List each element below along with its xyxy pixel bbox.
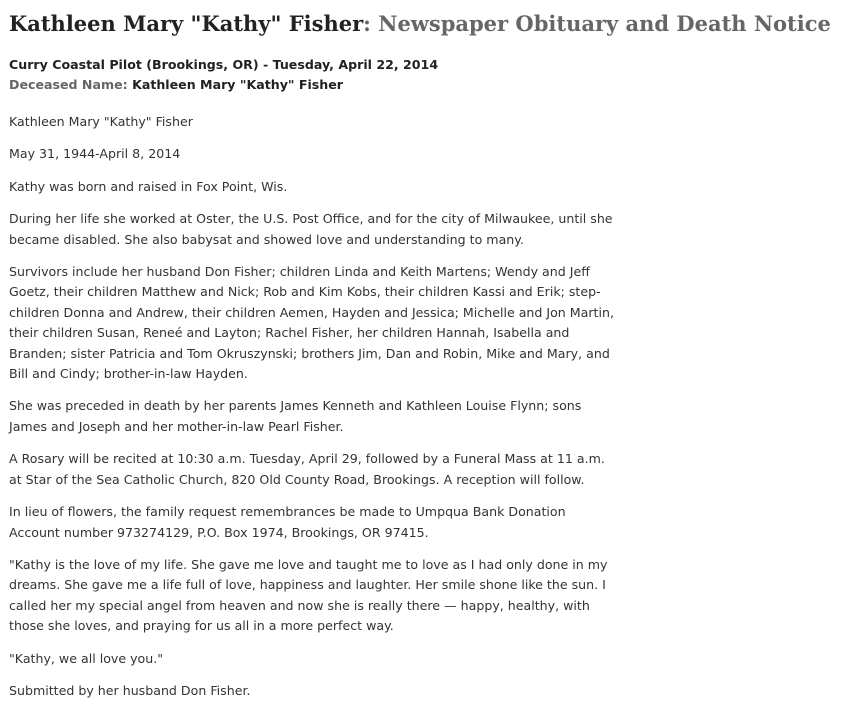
paragraph-quote: "Kathy is the love of my life. She gave me love and taught me to love as I had only done in my dreams. She gave me a life full of love, happiness and laughter. Her smile shone like the sun. I called her my special angel from heaven and now she is really there — happy, healthy, with those she loves, and praying for us all in a more perfect way.	[9, 556, 608, 634]
paragraph-submitted: Submitted by her husband Don Fisher.	[9, 682, 251, 698]
title-subtitle: Newspaper Obituary and Death Notice	[378, 11, 831, 36]
publication-source: Curry Coastal Pilot (Brookings, OR) - Tuesday, April 22, 2014	[9, 57, 439, 72]
deceased-name-line	[9, 75, 438, 95]
paragraph-services: A Rosary will be recited at 10:30 a.m. Tuesday, April 29, followed by a Funeral Mass at 11 a.m. at Star of the Sea Catholic Church, 820 Old County Road, Brookings. A reception will follow.	[9, 451, 605, 487]
title-separator: :	[363, 11, 379, 36]
deceased-name-value: Kathleen Mary "Kathy" Fisher	[132, 77, 343, 92]
paragraph-love: "Kathy, we all love you."	[9, 650, 164, 666]
notice-meta	[9, 55, 438, 95]
paragraph-name: Kathleen Mary "Kathy" Fisher	[9, 114, 193, 129]
paragraph-birthplace: Kathy was born and raised in Fox Point, Wis.	[9, 178, 288, 194]
paragraph-dates: May 31, 1944-April 8, 2014	[9, 146, 181, 162]
title-name: Kathleen Mary "Kathy" Fisher	[9, 11, 364, 36]
deceased-name-label: Deceased Name:	[9, 77, 133, 92]
paragraph-preceded: She was preceded in death by her parents James Kenneth and Kathleen Louise Flynn; sons James and Joseph and her mother-in-law Pearl Fisher.	[9, 398, 582, 434]
paragraph-work: During her life she worked at Oster, the U.S. Post Office, and for the city of Milwaukee, until she became disabled. She also babysat and showed love and understanding to many.	[9, 211, 613, 247]
paragraph-survivors: Survivors include her husband Don Fisher; children Linda and Keith Martens; Wendy and Jeff Goetz, their children Matthew and Nick; Rob and Kim Kobs, their children Kassi and Erik; step- children Donna and Andrew, their children Aemen, Hayden and Jessica; Michelle and Jon Martin, their children Susan, Reneé and Layton; Rachel Fisher, her children Hannah, Isabella and Branden; sister Patricia and Tom Okruszynski; brothers Jim, Dan and Robin, Mike and Mary, and Bill and Cindy; brother-in-law Hayden.	[9, 264, 614, 382]
page-title	[9, 10, 831, 38]
paragraph-remembrances: In lieu of flowers, the family request remembrances be made to Umpqua Bank Donation Account number 973274129, P.O. Box 1974, Brookings, OR 97415.	[9, 504, 566, 540]
obituary-body	[9, 112, 615, 713]
